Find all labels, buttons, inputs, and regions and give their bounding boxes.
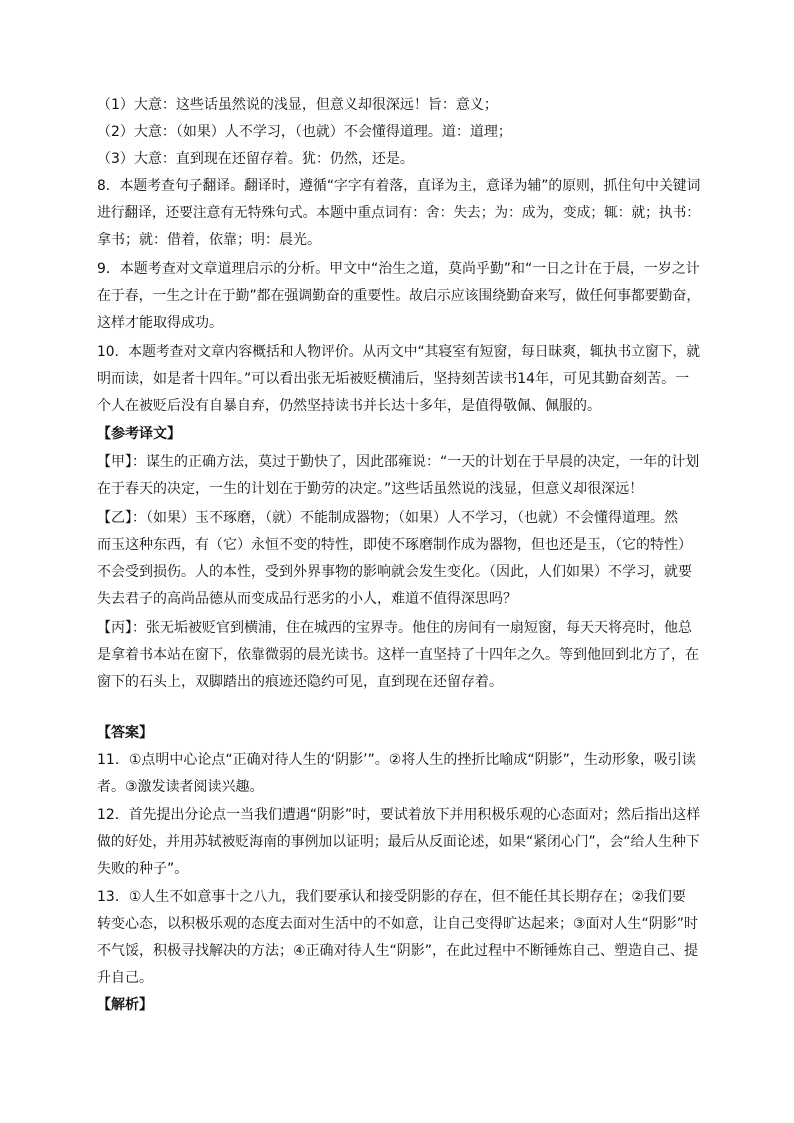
section-header-reference-translation: 【参考译文】 xyxy=(97,426,181,442)
text-line: 9．本题考查对文章道理启示的分析。甲文中“治生之道，莫尚乎勤”和“一日之计在于晨，一岁之计 xyxy=(97,261,700,277)
text-line: 不会受到损伤。人的本性，受到外界事物的影响就会发生变化。（因此，人们如果）不学习，就要 xyxy=(97,564,692,580)
text-line: （1）大意：这些话虽然说的浅显，但意义却很深远！旨：意义； xyxy=(97,97,498,113)
text-line: 窗下的石头上，双脚踏出的痕迹还隐约可见，直到现在还留存着。 xyxy=(97,674,503,690)
text-line: 不气馁，积极寻找解决的方法；④正确对待人生“阴影”，在此过程中不断锤炼自己、塑造自己、提 xyxy=(97,943,699,959)
text-line: 12．首先提出分论点一当我们遭遇“阴影”时，要试着放下并用积极乐观的心态面对；然后指出这样 xyxy=(97,807,701,823)
text-line: 做的好处，并用苏轼被贬海南的事例加以证明；最后从反面论述，如果“紧闭心门”，会“给人生种下 xyxy=(97,834,700,850)
text-line: 个人在被贬后没有自暴自弃，仍然坚持读书并长达十多年，是值得敬佩、佩服的。 xyxy=(97,398,601,414)
text-line: 8．本题考查句子翻译。翻译时，遵循“字字有着落，直译为主，意译为辅”的原则，抓住句中关键词 xyxy=(97,178,701,194)
text-line: 11．①点明中心论点“正确对待人生的‘阴影’”。②将人生的挫折比喻成“阴影”，生动形象，吸引读 xyxy=(97,752,696,768)
text-line: 13．①人生不如意事十之八九，我们要承认和接受阴影的存在，但不能任其长期存在；②我们要 xyxy=(97,889,686,905)
text-line: 失败的种子”。 xyxy=(97,861,189,877)
text-line: 失去君子的高尚品德从而变成品行恶劣的小人，难道不值得深思吗？ xyxy=(97,591,517,607)
text-line: 升自己。 xyxy=(97,970,153,986)
text-line: 是拿着书本站在窗下，依靠微弱的晨光读书。这样一直坚持了十四年之久。等到他回到北方了，在 xyxy=(97,647,699,663)
section-header-answer: 【答案】 xyxy=(97,725,153,741)
text-line: 明而读，如是者十四年。”可以看出张无垢被贬横浦后，坚持刻苦读书14年，可见其勤奋刻苦。一 xyxy=(97,371,690,387)
text-line: 10．本题考查对文章内容概括和人物评价。从丙文中“其寝室有短窗，每日昧爽，辄执书立窗下，就 xyxy=(97,344,701,360)
text-line: （2）大意：（如果）人不学习，（也就）不会懂得道理。道：道理； xyxy=(97,124,512,140)
text-line: （3）大意：直到现在还留存着。犹：仍然，还是。 xyxy=(97,151,414,167)
text-line: 在于春，一生之计在于勤”都在强调勤奋的重要性。故启示应该围绕勤奋来写，做任何事都要勤奋， xyxy=(97,288,701,304)
text-line: 在于春天的决定，一生的计划在于勤劳的决定。”这些话虽然说的浅显，但意义却很深远！ xyxy=(97,481,644,497)
text-line: 转变心态，以积极乐观的态度去面对生活中的不如意，让自己变得旷达起来；③面对人生“阴影”时 xyxy=(97,916,699,932)
text-line: 而玉这种东西，有（它）永恒不变的特性，即使不琢磨制作成为器物，但也还是玉，（它的特性） xyxy=(97,537,692,553)
text-line: 拿书；就：借着，依靠；明：晨光。 xyxy=(97,232,321,248)
text-line: 者。③激发读者阅读兴趣。 xyxy=(97,779,264,795)
text-line: 【丙】：张无垢被贬官到横浦，住在城西的宝界寺。他住的房间有一扇短窗，每天天将亮时，他总 xyxy=(97,620,692,636)
text-line: 【甲】：谋生的正确方法，莫过于勤快了，因此邵雍说：“一天的计划在于早晨的决定，一年的计划 xyxy=(97,454,700,470)
text-line: 进行翻译，还要注意有无特殊句式。本题中重点词有：舍：失去；为：成为，变成；辄：就；执书： xyxy=(97,205,701,221)
text-line: 这样才能取得成功。 xyxy=(97,315,223,331)
section-header-analysis: 【解析】 xyxy=(97,997,153,1013)
text-line: 【乙】：（如果）玉不琢磨，（就）不能制成器物；（如果）人不学习，（也就）不会懂得道理。然 xyxy=(97,510,678,526)
